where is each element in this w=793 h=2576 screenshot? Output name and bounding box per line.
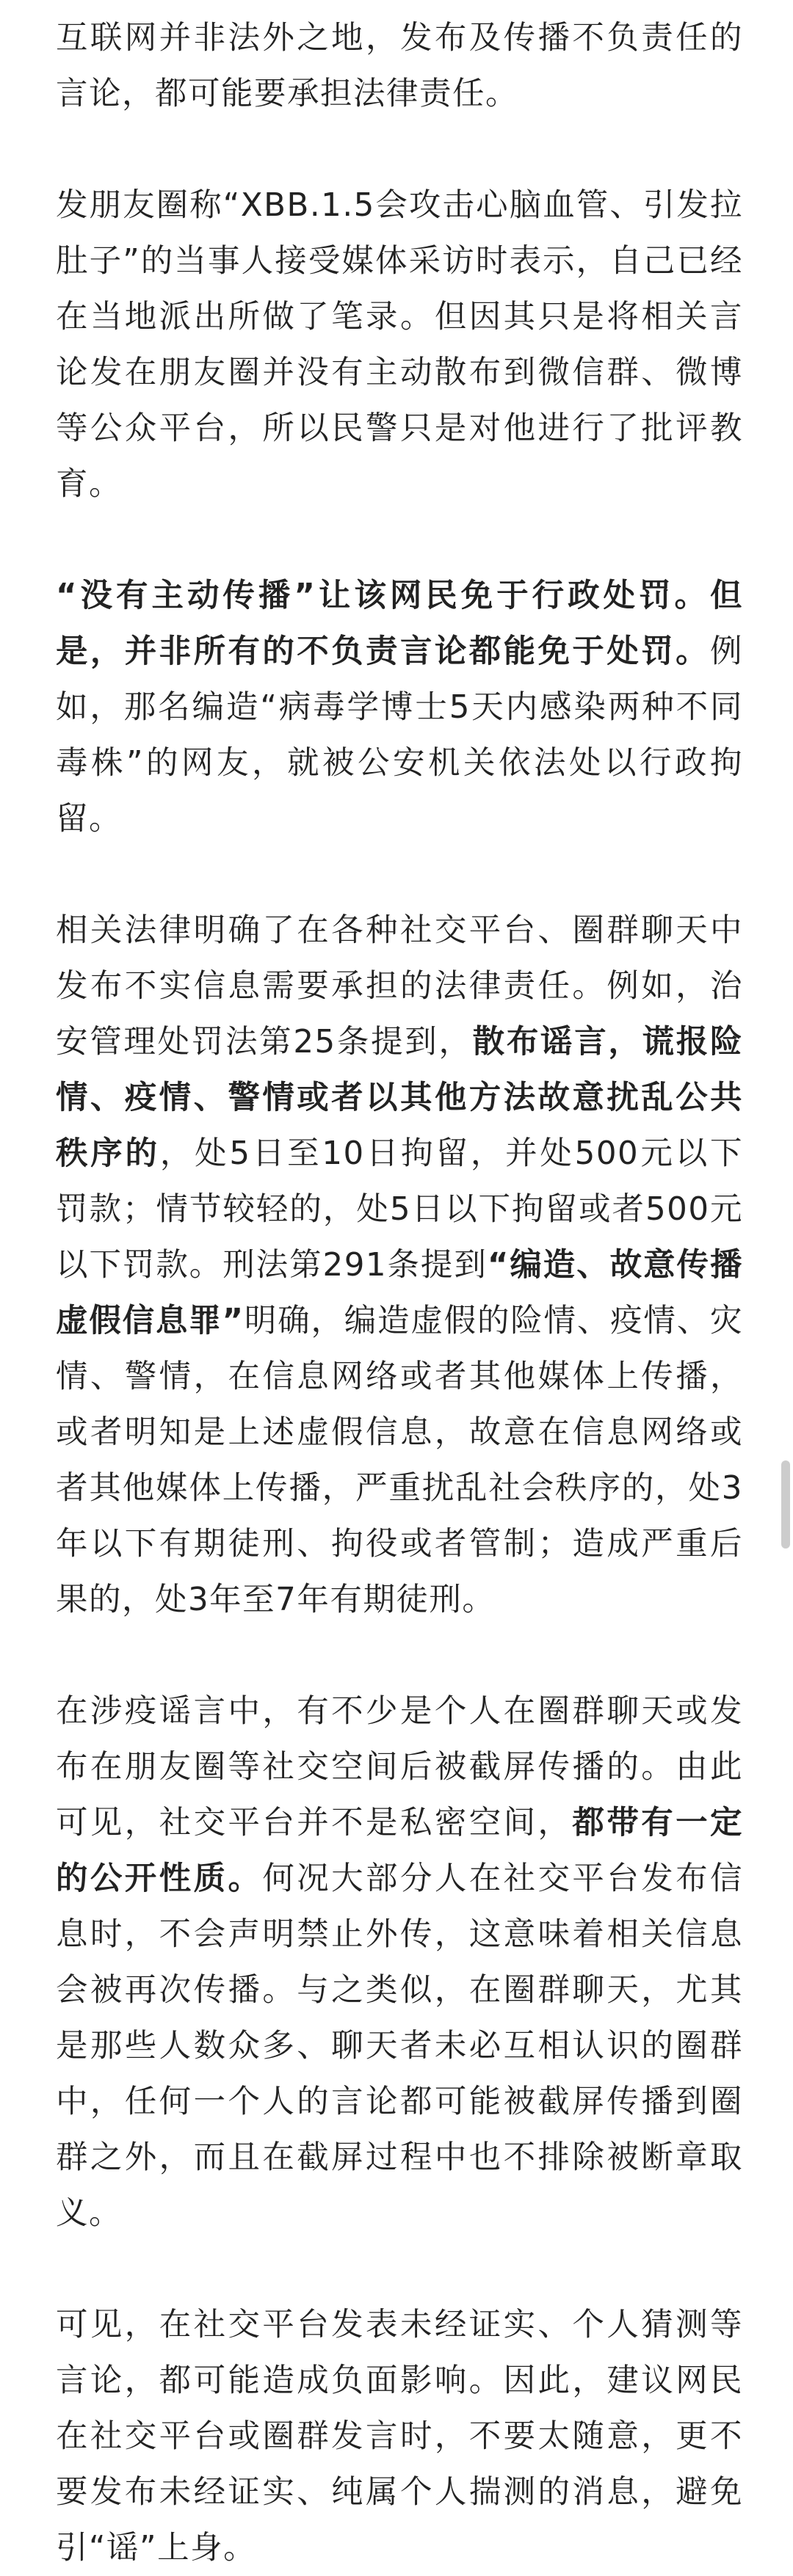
paragraph-1-text: 互联网并非法外之地，发布及传播不负责任的言论，都可能要承担法律责任。: [56, 20, 743, 112]
paragraph-2: [56, 178, 743, 512]
paragraph-6: [56, 2297, 743, 2576]
article-body: [56, 10, 743, 2576]
paragraph-5-text-a: 在涉疫谣言中，有不少是个人在圈群聊天或发布在朋友圈等社交空间后被截屏传播的。由此可见，社交平台并不是私密空间，: [56, 1693, 743, 1841]
paragraph-4-bold-law-clause: 散布谣言，谎报险情、疫情、警情或者以其他方法故意扰乱公共秩序的: [56, 1024, 743, 1172]
paragraph-5-bold-public-nature: 都带有一定的公开性质。: [56, 1805, 744, 1897]
paragraph-4-text-b: ，处5日至10日拘留，并处500元以下罚款；情节较轻的，处5日以下拘留或者500元以下罚款。刑法第291条提到: [56, 1135, 743, 1284]
paragraph-4-text-a: 相关法律明确了在各种社交平台、圈群聊天中发布不实信息需要承担的法律责任。例如，治安管理处罚法第25条提到，: [56, 912, 743, 1060]
paragraph-1: [56, 10, 743, 122]
paragraph-4-text-c: 明确，编造虚假的险情、疫情、灾情、警情，在信息网络或者其他媒体上传播，或者明知是上述虚假信息，故意在信息网络或者其他媒体上传播，严重扰乱社会秩序的，处3年以下有期徒刑、拘役或者管制；造成严重后果的，处3年至7年有期徒刑。: [56, 1303, 744, 1618]
paragraph-3-bold-lead: “没有主动传播”让该网民免于行政处罚。但是，并非所有的不负责言论都能免于处罚。: [56, 578, 743, 670]
paragraph-4: [56, 903, 743, 1628]
page-scrollbar[interactable]: [780, 0, 793, 2494]
paragraph-2-text: 发朋友圈称“XBB.1.5会攻击心脑血管、引发拉肚子”的当事人接受媒体采访时表示，自己已经在当地派出所做了笔录。但因其只是将相关言论发在朋友圈并没有主动散布到微信群、微博等公众平台，所以民警只是对他进行了批评教育。: [56, 187, 743, 503]
scrollbar-thumb[interactable]: [781, 1460, 790, 1549]
paragraph-3-text: 例如，那名编造“病毒学博士5天内感染两种不同毒株”的网友，就被公安机关依法处以行政拘留。: [56, 633, 743, 837]
paragraph-6-text: 可见，在社交平台发表未经证实、个人猜测等言论，都可能造成负面影响。因此，建议网民在社交平台或圈群发言时，不要太随意，更不要发布未经证实、纯属个人揣测的消息，避免引“谣”上身。: [56, 2307, 743, 2566]
paragraph-5-text-b: 何况大部分人在社交平台发布信息时，不会声明禁止外传，这意味着相关信息会被再次传播。与之类似，在圈群聊天，尤其是那些人数众多、聊天者未必互相认识的圈群中，任何一个人的言论都可能被截屏传播到圈群之外，而且在截屏过程中也不排除被断章取义。: [56, 1860, 744, 2232]
paragraph-3: [56, 568, 743, 847]
paragraph-4-bold-crime-name: “编造、故意传播虚假信息罪”: [56, 1247, 744, 1339]
paragraph-5: [56, 1684, 743, 2241]
